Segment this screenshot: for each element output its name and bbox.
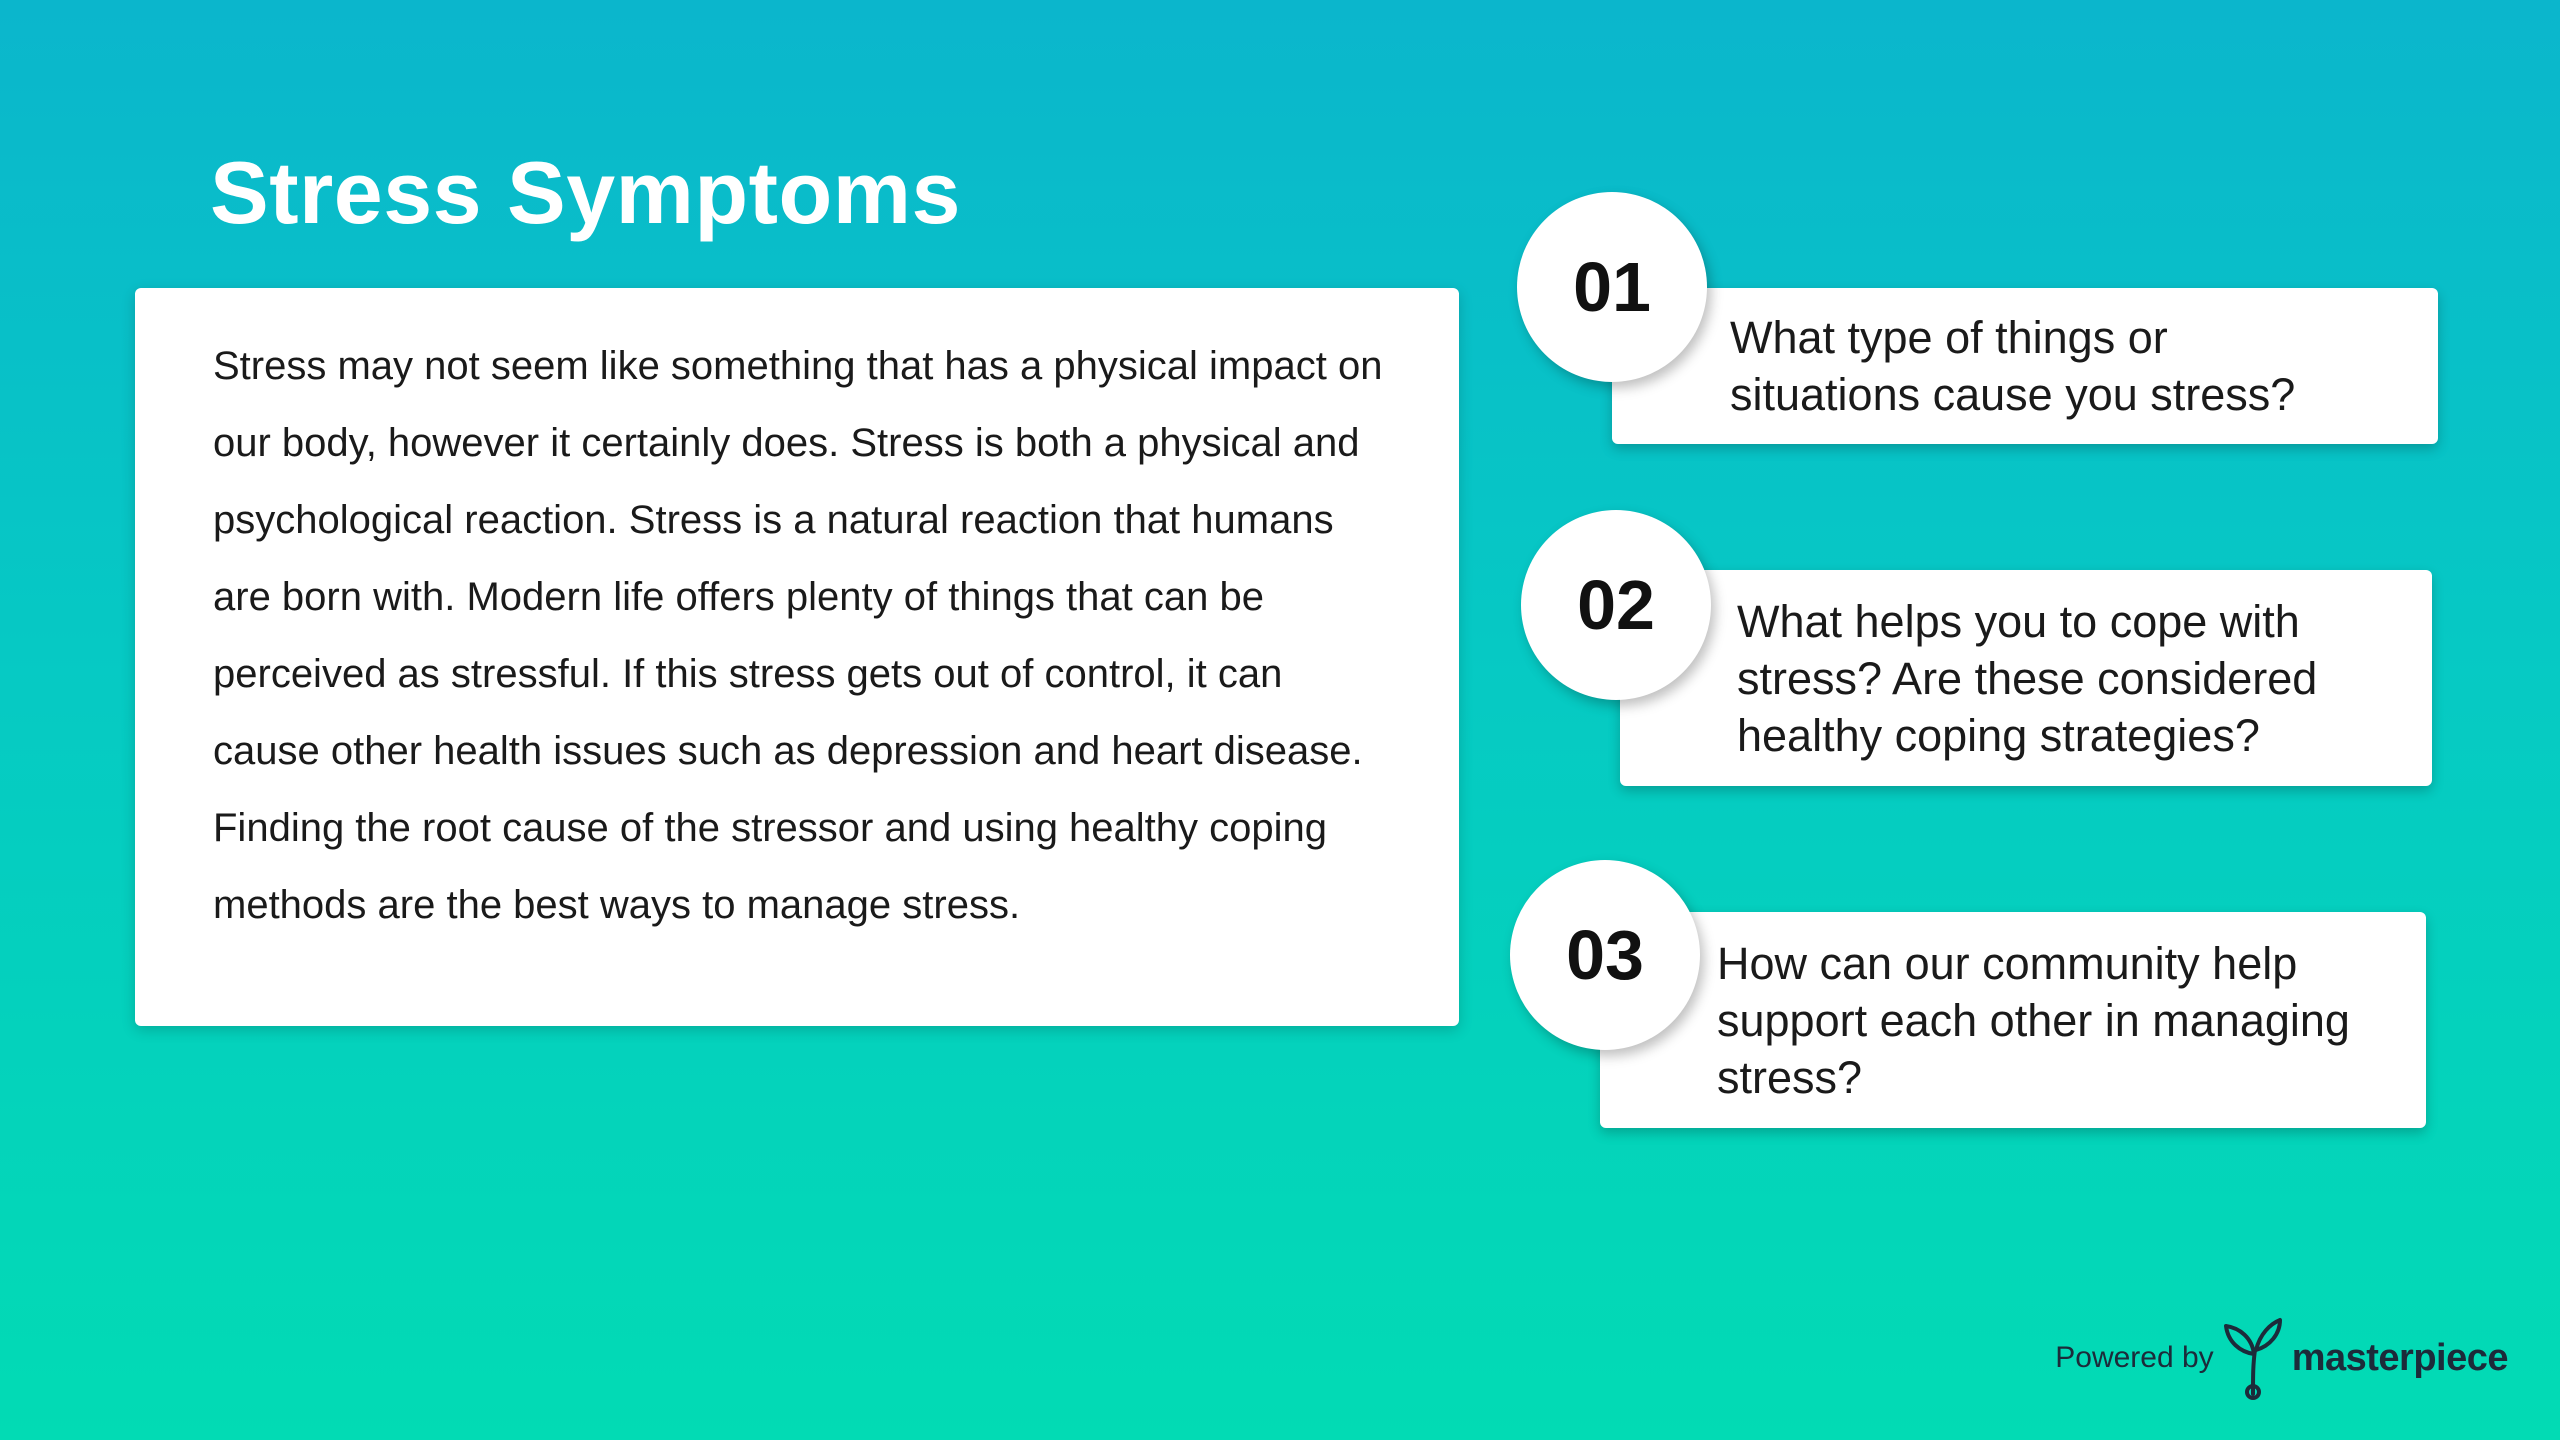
number-label-01: 01	[1573, 248, 1651, 326]
slide-title: Stress Symptoms	[210, 143, 961, 242]
sprout-icon	[2222, 1316, 2284, 1400]
question-card-02	[1620, 570, 2432, 786]
number-label-03: 03	[1566, 916, 1644, 994]
number-badge-01	[1517, 192, 1707, 382]
brand-name: masterpiece	[2291, 1336, 2508, 1379]
question-text-02: What helps you to cope with stress? Are these considered healthy coping strategies?	[1737, 595, 2318, 761]
question-text-01: What type of things or situations cause you stress?	[1730, 312, 2296, 420]
question-card-01	[1612, 288, 2438, 444]
body-text-card	[135, 288, 1459, 1026]
number-badge-02	[1521, 510, 1711, 700]
body-text: Stress may not seem like something that has a physical impact on our body, however it certainly does. Stress is both a physical and psychological reaction. Stress is a natural reaction that humans are born with. Modern life offers plenty of things that can be perceived as stressful. If this stress gets out of control, it can cause other health issues such as depression and heart disease. Finding the root cause of the stressor and using healthy coping methods are the best ways to manage stress.	[213, 344, 1383, 927]
powered-by-brand[interactable]	[2055, 1316, 2508, 1400]
question-text-03: How can our community help support each other in managing stress?	[1717, 937, 2350, 1103]
powered-by-label: Powered by	[2055, 1341, 2214, 1374]
number-label-02: 02	[1577, 566, 1655, 644]
number-badge-03	[1510, 860, 1700, 1050]
question-card-03	[1600, 912, 2426, 1128]
